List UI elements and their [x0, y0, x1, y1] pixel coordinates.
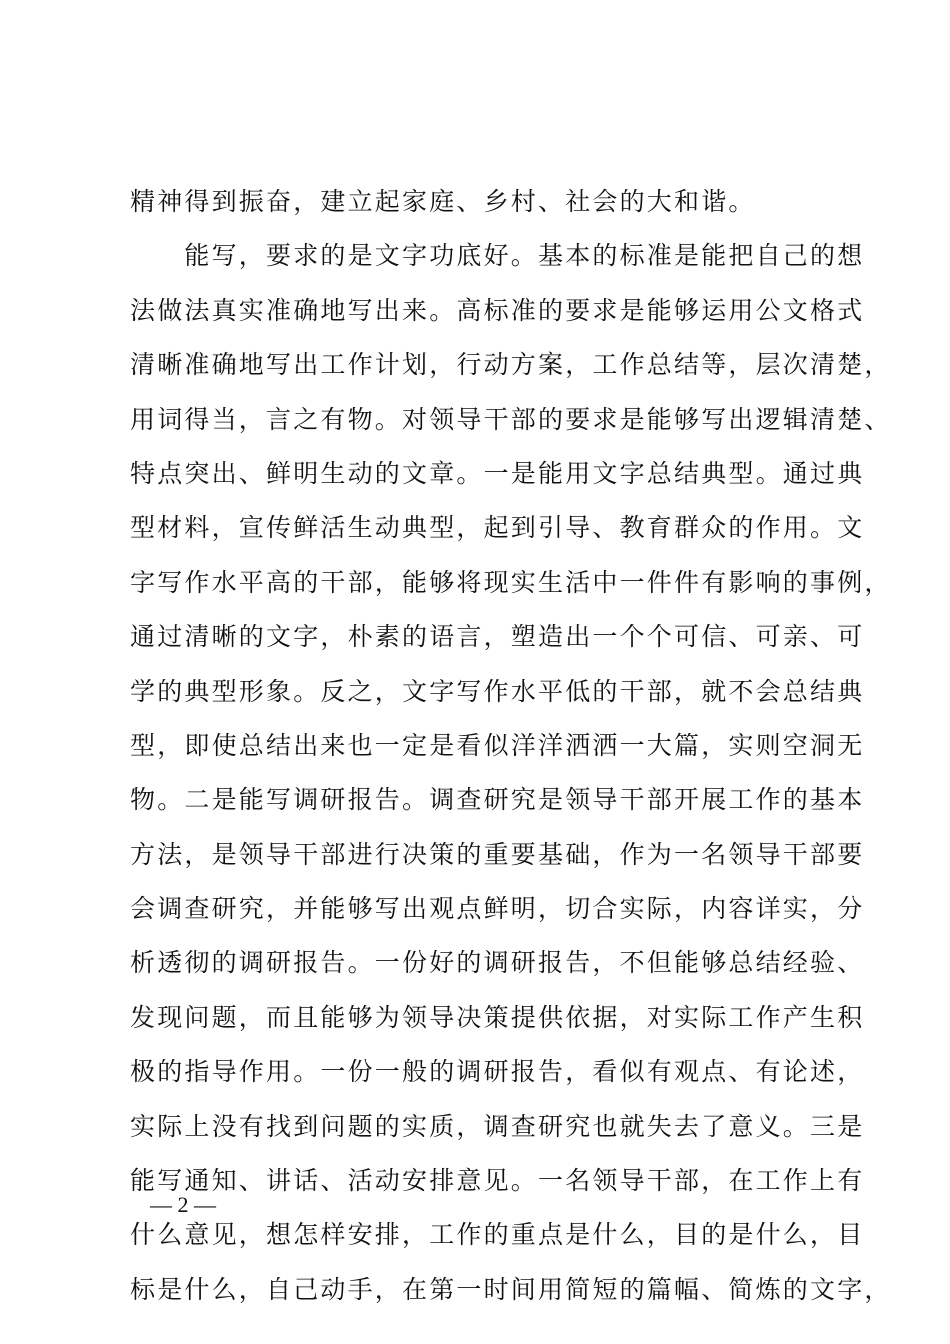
text-line: 型材料，宣传鲜活生动典型，起到引导、教育群众的作用。文: [130, 513, 865, 543]
text-line: 能写通知、讲话、活动安排意见。一名领导干部，在工作上有: [130, 1166, 865, 1196]
text-line: 学的典型形象。反之，文字写作水平低的干部，就不会总结典: [130, 676, 865, 706]
text-line: 能写，要求的是文字功底好。基本的标准是能把自己的想: [130, 241, 865, 271]
text-line: 型，即使总结出来也一定是看似洋洋洒洒一大篇，实则空洞无: [130, 730, 865, 760]
text-line: 物。二是能写调研报告。调查研究是领导干部开展工作的基本: [130, 785, 865, 815]
text-line: 实际上没有找到问题的实质，调查研究也就失去了意义。三是: [130, 1111, 865, 1141]
text-line: 方法，是领导干部进行决策的重要基础，作为一名领导干部要: [130, 839, 865, 869]
text-line: 会调查研究，并能够写出观点鲜明，切合实际，内容详实，分: [130, 894, 865, 924]
text-line: 特点突出、鲜明生动的文章。一是能用文字总结典型。通过典: [130, 458, 865, 488]
text-line: 极的指导作用。一份一般的调研报告，看似有观点、有论述，: [130, 1057, 865, 1087]
text-line: 标是什么，自己动手，在第一时间用简短的篇幅、简炼的文字，: [130, 1274, 892, 1304]
text-line: 精神得到振奋，建立起家庭、乡村、社会的大和谐。: [130, 187, 756, 216]
text-line: 发现问题，而且能够为领导决策提供依据，对实际工作产生积: [130, 1002, 865, 1032]
text-line: 析透彻的调研报告。一份好的调研报告，不但能够总结经验、: [130, 948, 865, 978]
body-text: [130, 175, 892, 1317]
text-line: 清晰准确地写出工作计划，行动方案，工作总结等，层次清楚，: [130, 350, 892, 380]
text-line: 字写作水平高的干部，能够将现实生活中一件件有影响的事例，: [130, 567, 892, 597]
text-line: 用词得当，言之有物。对领导干部的要求是能够写出逻辑清楚、: [130, 404, 892, 434]
text-line: 法做法真实准确地写出来。高标准的要求是能够运用公文格式: [130, 295, 865, 325]
text-line: 通过清晰的文字，朴素的语言，塑造出一个个可信、可亲、可: [130, 622, 865, 652]
text-line: 什么意见，想怎样安排，工作的重点是什么，目的是什么，目: [130, 1220, 865, 1250]
page-number: — 2 —: [150, 1192, 216, 1217]
